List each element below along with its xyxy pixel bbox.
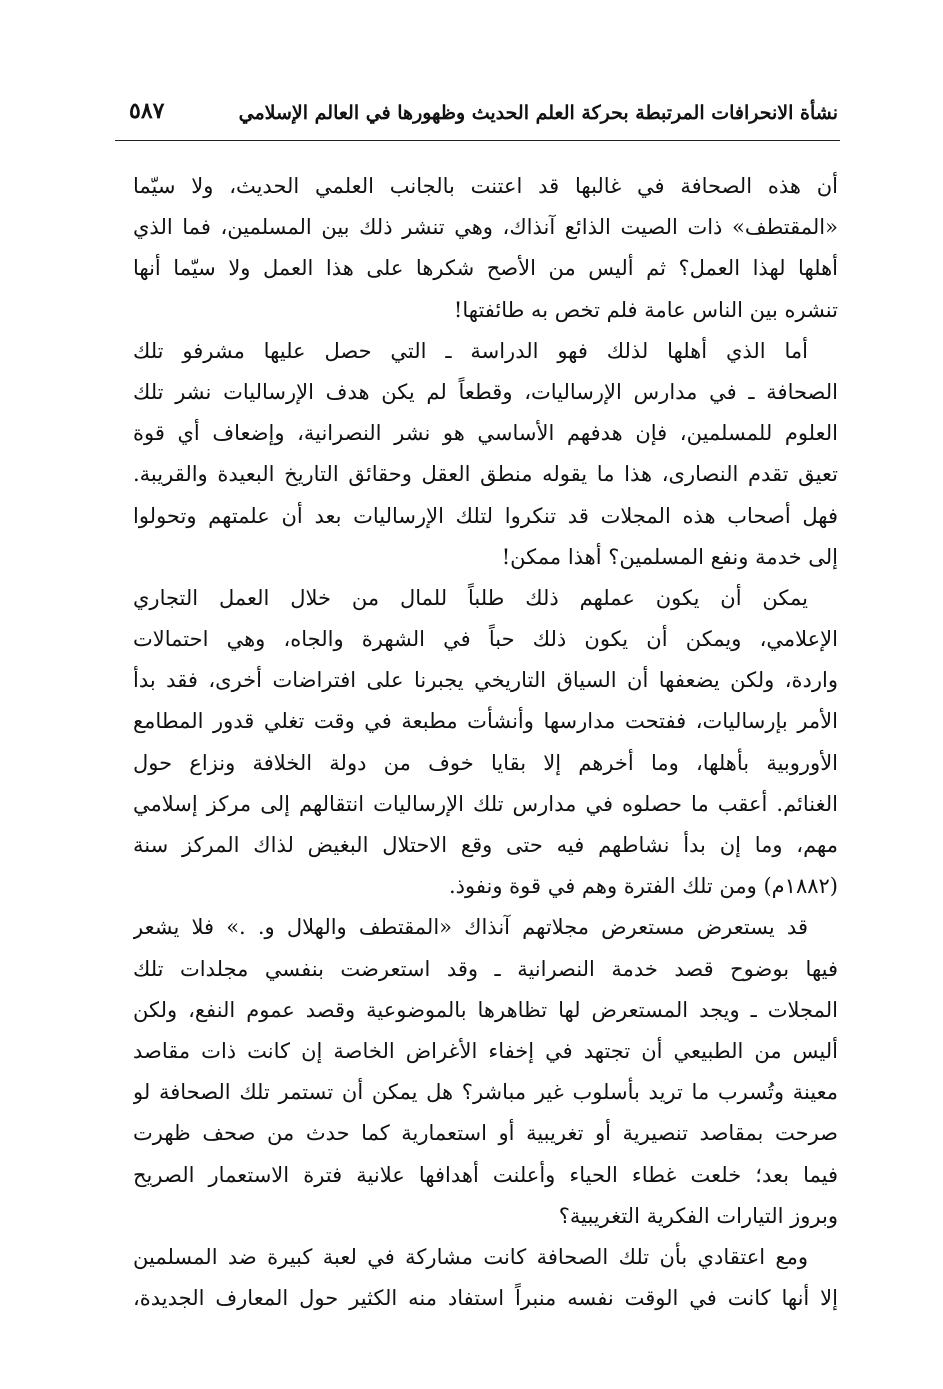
text-line: فهل أصحاب هذه المجلات قد تنكروا لتلك الإرساليات بعد أن علمتهم وتحولوا bbox=[133, 503, 838, 528]
paragraph bbox=[133, 166, 838, 331]
text-line: (١٨٨٢م) ومن تلك الفترة وهم في قوة ونفوذ. bbox=[448, 874, 838, 899]
text-line: فيما بعد؛ خلعت غطاء الحياء وأعلنت أهدافها علانية فترة الاستعمار الصريح bbox=[133, 1162, 838, 1187]
text-line: ومع اعتقادي بأن تلك الصحافة كانت مشاركة في لعبة كبيرة ضد المسلمين bbox=[133, 1244, 808, 1269]
text-line: إلى خدمة ونفع المسلمين؟ أهذا ممكن! bbox=[501, 544, 838, 569]
text-line: الإعلامي، ويمكن أن يكون ذلك حباً في الشهرة والجاه، وهي احتمالات bbox=[133, 627, 838, 652]
text-line: الغنائم. أعقب ما حصلوه في مدارس تلك الإرساليات انتقالهم إلى مركز إسلامي bbox=[133, 791, 838, 816]
running-header bbox=[115, 98, 840, 138]
paragraph bbox=[133, 907, 838, 1237]
text-line: معينة وتُسرب ما تريد بأسلوب غير مباشر؟ هل يمكن أن تستمر تلك الصحافة لو bbox=[133, 1080, 838, 1105]
text-line: الأوروبية بأهلها، وما أخرهم إلا بقايا خوف من دولة الخلافة ونزاع حول bbox=[133, 750, 838, 775]
text-line: مهم، وما إن بدأ نشاطهم فيه حتى وقع الاحتلال البغيض لذاك المركز سنة bbox=[133, 833, 838, 857]
text-line: أليس من الطبيعي أن تجتهد في إخفاء الأغراض الخاصة إن كانت ذات مقاصد bbox=[133, 1038, 838, 1063]
text-line: أن هذه الصحافة في غالبها قد اعتنت بالجانب العلمي الحديث، ولا سيّما bbox=[133, 174, 838, 198]
text-line: تنشره بين الناس عامة فلم تخص به طائفتها! bbox=[453, 297, 838, 322]
text-line: وبروز التيارات الفكرية التغريبية؟ bbox=[558, 1203, 838, 1228]
text-line: أما الذي أهلها لذلك فهو الدراسة ـ التي حصل عليها مشرفو تلك bbox=[133, 338, 808, 363]
text-line: يمكن أن يكون عملهم ذلك طلباً للمال من خلال العمل التجاري bbox=[133, 585, 808, 610]
paragraph bbox=[133, 578, 838, 908]
text-line: أهلها لهذا العمل؟ ثم أليس من الأصح شكرها على هذا العمل ولا سيّما أنها bbox=[133, 256, 838, 281]
text-line: المجلات ـ ويجد المستعرض لها تظاهرها بالموضوعية وقصد عموم النفع، ولكن bbox=[133, 997, 838, 1022]
paragraph bbox=[133, 331, 838, 578]
text-line: واردة، ولكن يضعفها أن السياق التاريخي يجبرنا على افتراضات أخرى، فقد بدأ bbox=[133, 668, 838, 693]
text-line: تعيق تقدم النصارى، هذا ما يقوله منطق العقل وحقائق التاريخ البعيدة والقريبة. bbox=[133, 462, 838, 487]
text-line: «المقتطف» ذات الصيت الذائع آنذاك، وهي تنشر ذلك بين المسلمين، فما الذي bbox=[133, 215, 838, 240]
text-line: قد يستعرض مستعرض مجلاتهم آنذاك «المقتطف والهلال و. .» فلا يشعر bbox=[133, 915, 808, 940]
header-divider bbox=[115, 140, 840, 141]
text-line: الأمر بإرساليات، ففتحت مدارسها وأنشأت مطبعة في وقت تغلي قدور المطامع bbox=[133, 709, 838, 734]
paragraph bbox=[133, 1237, 838, 1319]
text-line: العلوم للمسلمين، فإن هدفهم الأساسي هو نشر النصرانية، وإضعاف أي قوة bbox=[133, 421, 838, 446]
body-text bbox=[133, 166, 838, 1319]
text-line: فيها بوضوح قصد خدمة النصرانية ـ وقد استعرضت بنفسي مجلدات تلك bbox=[133, 956, 838, 981]
running-header-title: نشأة الانحرافات المرتبطة بحركة العلم الحديث وظهورها في العالم الإسلامي bbox=[238, 102, 838, 124]
text-line: إلا أنها كانت في الوقت نفسه منبراً استفاد منه الكثير حول المعارف الجديدة، bbox=[133, 1286, 838, 1311]
page-number: ٥٨٧ bbox=[129, 98, 165, 124]
text-line: الصحافة ـ في مدارس الإرساليات، وقطعاً لم يكن هدف الإرساليات نشر تلك bbox=[133, 379, 838, 404]
text-line: صرحت بمقاصد تنصيرية أو تغريبية أو استعمارية كما حدث من صحف ظهرت bbox=[133, 1121, 838, 1146]
